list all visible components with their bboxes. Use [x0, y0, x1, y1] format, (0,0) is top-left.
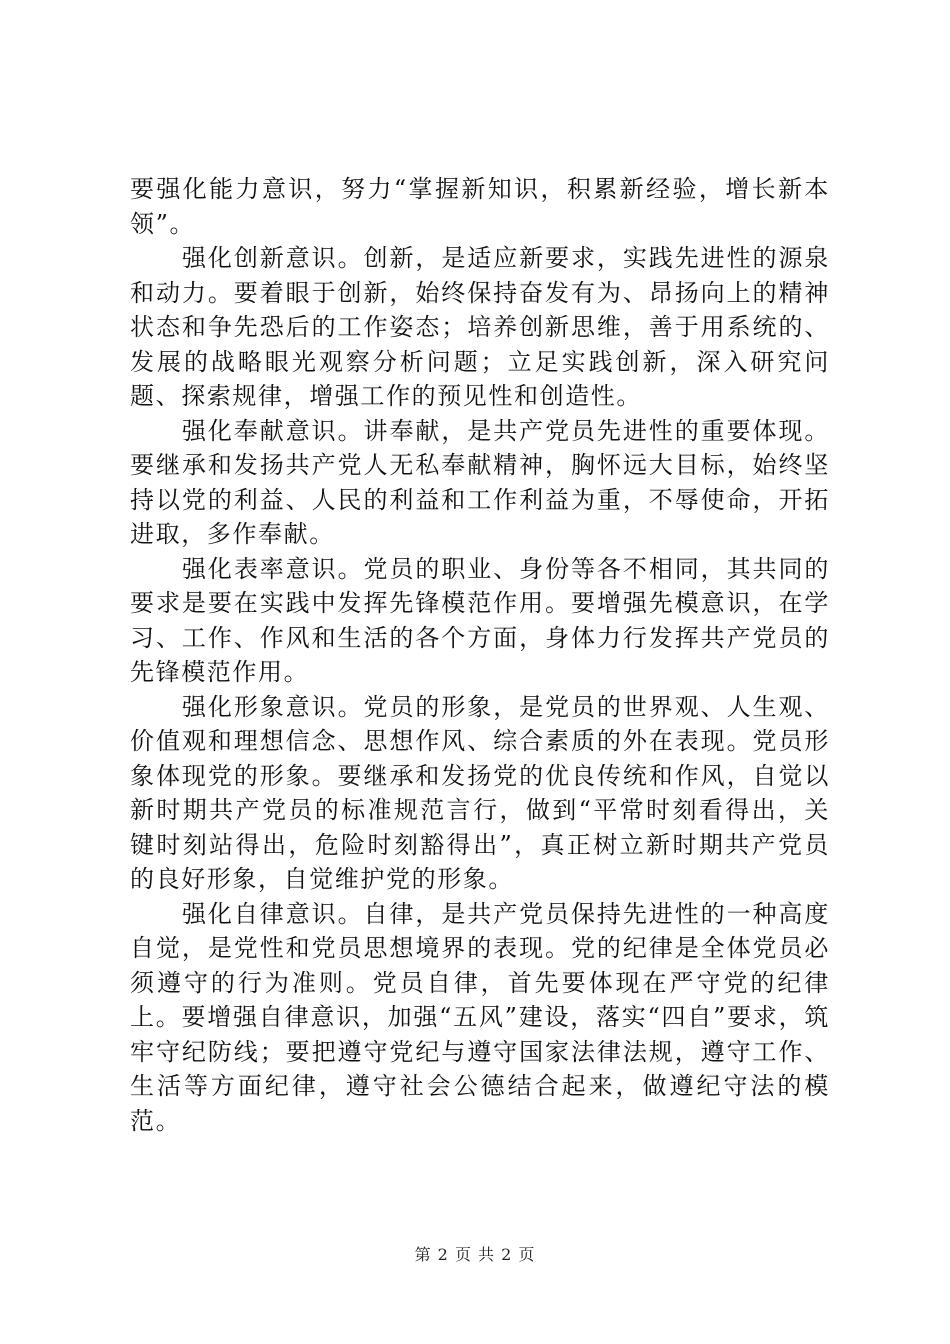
page-number-footer: 第 2 页 共 2 页	[414, 1245, 536, 1264]
paragraph-continuation: 要强化能力意识，努力“掌握新知识，积累新经验，增长新本领”。	[130, 175, 830, 238]
paragraph-dedication: 强化奉献意识。讲奉献，是共产党员先进性的重要体现。要继承和发扬共产党人无私奉献精神，胸怀远大目标，始终坚持以党的利益、人民的利益和工作利益为重，不辱使命，开拓进取，多作奉献。	[130, 416, 830, 548]
paragraph-image: 强化形象意识。党员的形象，是党员的世界观、人生观、价值观和理想信念、思想作风、综合素质的外在表现。党员形象体现党的形象。要继承和发扬党的优良传统和作风，自觉以新时期共产党员的标准规范言行，做到“平常时刻看得出，关键时刻站得出，危险时刻豁得出”，真正树立新时期共产党员的良好形象，自觉维护党的形象。	[130, 692, 830, 893]
document-body	[130, 172, 830, 1138]
paragraph-innovation: 强化创新意识。创新，是适应新要求，实践先进性的源泉和动力。要着眼于创新，始终保持奋发有为、昂扬向上的精神状态和争先恐后的工作姿态；培养创新思维，善于用系统的、发展的战略眼光观察分析问题；立足实践创新，深入研究问题、探索规律，增强工作的预见性和创造性。	[130, 244, 830, 410]
paragraph-exemplary: 强化表率意识。党员的职业、身份等各不相同，其共同的要求是要在实践中发挥先锋模范作用。要增强先模意识，在学习、工作、作风和生活的各个方面，身体力行发挥共产党员的先锋模范作用。	[130, 554, 830, 686]
paragraph-self-discipline: 强化自律意识。自律，是共产党员保持先进性的一种高度自觉，是党性和党员思想境界的表现。党的纪律是全体党员必须遵守的行为准则。党员自律，首先要体现在严守党的纪律上。要增强自律意识，加强“五风”建设，落实“四自”要求，筑牢守纪防线；要把遵守党纪与遵守国家法律法规，遵守工作、生活等方面纪律，遵守社会公德结合起来，做遵纪守法的模范。	[130, 899, 830, 1135]
